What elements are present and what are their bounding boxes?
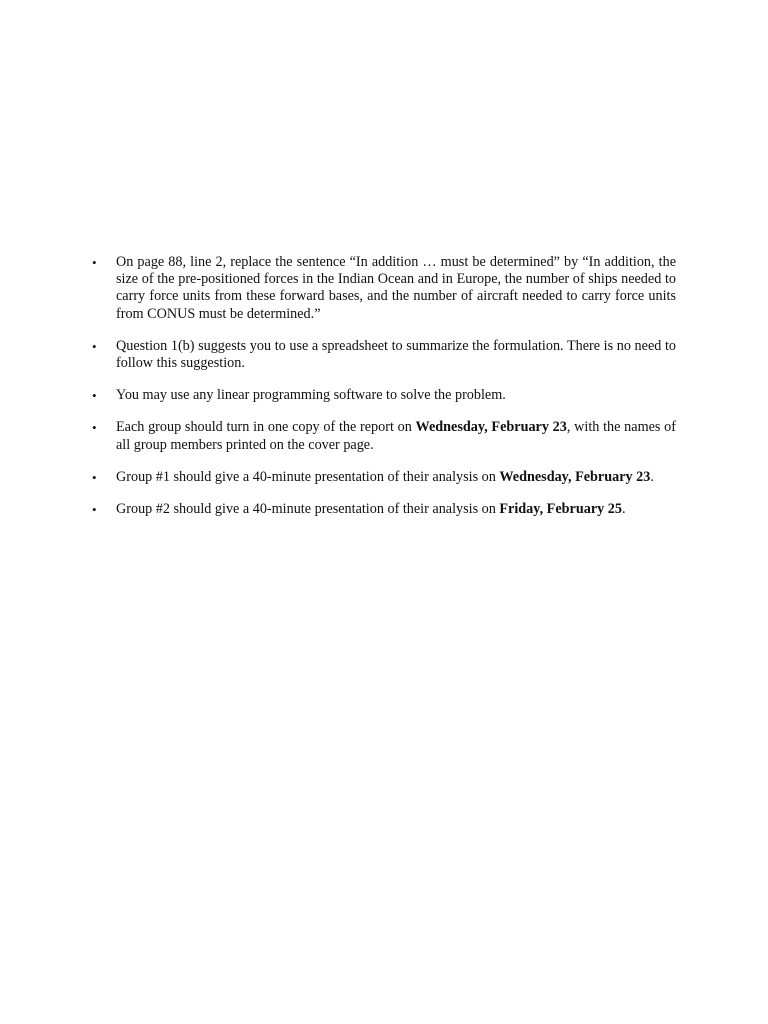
list-item-replace-sentence xyxy=(90,254,676,323)
bullet-icon: • xyxy=(92,502,97,518)
presentation-date: Wednesday, February 23 xyxy=(499,468,651,485)
instruction-list xyxy=(90,254,676,533)
list-item-group1-presentation xyxy=(90,469,676,486)
list-item-text: Group #2 should give a 40-minute presentation of their analysis on Friday, February 25. xyxy=(116,501,626,518)
list-item-spreadsheet-note xyxy=(90,338,676,372)
due-date: Wednesday, February 23 xyxy=(415,419,567,436)
list-item-text: Each group should turn in one copy of the report on Wednesday, February 23, with the names of all group members printed on the cover page. xyxy=(116,419,676,453)
list-item-text: Question 1(b) suggests you to use a spreadsheet to summarize the formulation. There is no need to follow this suggestion. xyxy=(116,337,676,372)
bullet-icon: • xyxy=(92,420,97,436)
list-item-report-due xyxy=(90,419,676,453)
presentation-date: Friday, February 25 xyxy=(499,501,622,518)
bullet-icon: • xyxy=(92,469,97,485)
list-item-text: Group #1 should give a 40-minute presentation of their analysis on Wednesday, February 23. xyxy=(116,468,654,485)
bullet-icon: • xyxy=(92,255,97,270)
bullet-icon: • xyxy=(92,338,97,354)
list-item-text: On page 88, line 2, replace the sentence “In addition … must be determined” by “In addition, the size of the pre-positioned forces in the Indian Ocean and in Europe, the number of ships needed to carry force units from these forward bases, and the number of aircraft needed to carry force units from CONUS must be determined.” xyxy=(116,254,676,322)
bullet-icon: • xyxy=(92,388,97,404)
list-item-group2-presentation xyxy=(90,501,676,518)
list-item-text: You may use any linear programming software to solve the problem. xyxy=(116,387,506,404)
list-item-software-note xyxy=(90,387,676,404)
